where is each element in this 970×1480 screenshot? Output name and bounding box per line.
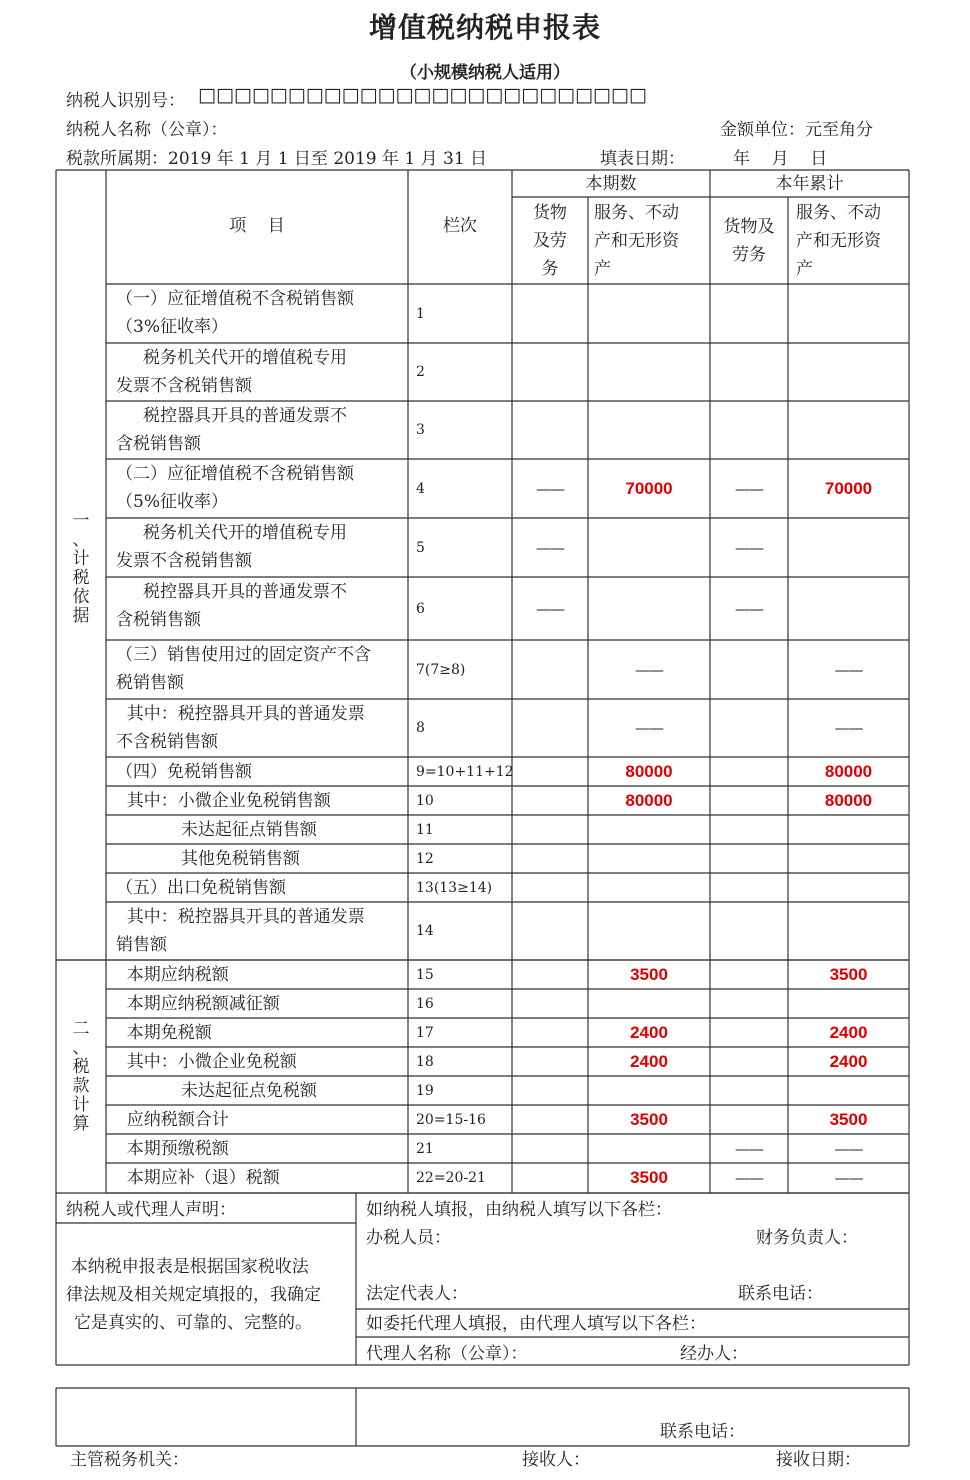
receiver-label: 接收人： (522, 1450, 590, 1470)
row-label: 未达起征点销售额 (116, 819, 317, 840)
row-cell-value[interactable] (710, 816, 788, 844)
row-label: （五）出口免税销售额 (116, 877, 286, 898)
phone-label-2: 联系电话： (660, 1422, 745, 1442)
tax-period: 税款所属期：2019 年 1 月 1 日至 2019 年 1 月 31 日 (66, 149, 488, 169)
declaration-line-1: 本纳税申报表是根据国家税收法 (60, 1257, 309, 1277)
row-cell-dash[interactable]: —— (635, 660, 663, 679)
row-label: 本期应纳税额减征额 (116, 993, 280, 1014)
row-label: 其他免税销售额 (116, 848, 300, 869)
declaration-line-3: 它是真实的、可靠的、完整的。 (74, 1313, 312, 1333)
row-cell-value[interactable] (710, 758, 788, 786)
head-goods-1b: 及劳 (533, 231, 567, 251)
row-label: 税控器具开具的普通发票不 (116, 406, 348, 426)
taxpayer-name-label: 纳税人名称（公章）： (66, 120, 228, 140)
handler-label: 经办人： (680, 1344, 748, 1364)
row-cell-value[interactable] (512, 1106, 588, 1134)
row-label: 其中：小微企业免税销售额 (116, 790, 331, 811)
row-cell-value[interactable] (710, 990, 788, 1018)
row-cell-value[interactable] (788, 816, 909, 844)
row-cell-value[interactable] (512, 787, 588, 815)
row-label-cont: 销售额 (116, 935, 167, 955)
row-label-cont: （3%征收率） (116, 317, 228, 337)
row-cell-dash[interactable]: —— (635, 719, 663, 737)
row-column-no: 7(7≥8) (416, 661, 466, 678)
row-cell-value[interactable] (710, 1077, 788, 1105)
row-cell-value[interactable]: 2400 (630, 1051, 668, 1071)
row-column-no: 18 (416, 1053, 434, 1070)
head-service-1c: 产 (594, 259, 611, 279)
row-cell-value[interactable] (512, 917, 588, 945)
row-label-cont: 含税销售额 (116, 434, 201, 454)
row-column-no: 14 (416, 923, 434, 939)
row-column-no: 15 (416, 966, 434, 983)
head-item: 项 目 (229, 216, 285, 236)
self-fill-note: 如纳税人填报，由纳税人填写以下各栏： (366, 1200, 672, 1220)
row-cell-dash[interactable]: —— (536, 479, 564, 498)
row-cell-value[interactable]: 3500 (630, 964, 668, 984)
row-cell-dash[interactable]: —— (735, 599, 763, 618)
row-cell-dash[interactable]: —— (735, 1139, 763, 1158)
row-cell-value[interactable] (512, 656, 588, 684)
row-cell-value[interactable] (710, 1048, 788, 1076)
row-column-no: 10 (416, 792, 434, 809)
row-cell-dash[interactable]: —— (834, 1169, 863, 1187)
row-column-no: 12 (416, 850, 434, 867)
head-service-2a: 服务、不动 (796, 203, 881, 223)
row-cell-value[interactable] (588, 1135, 710, 1163)
form-title: 增值税纳税申报表 (368, 11, 601, 44)
section-calc-label: 二 、 税 款 计 算 (72, 1019, 90, 1134)
row-cell-value[interactable] (512, 1077, 588, 1105)
row-cell-value[interactable] (710, 1106, 788, 1134)
row-cell-value[interactable] (710, 300, 788, 328)
row-cell-value[interactable] (710, 845, 788, 873)
row-label: 税控器具开具的普通发票不 (116, 582, 348, 602)
row-column-no: 21 (416, 1140, 434, 1157)
fill-date-label: 填表日期： (600, 149, 685, 169)
row-cell-value[interactable] (788, 874, 909, 902)
row-cell-dash[interactable]: —— (735, 1169, 763, 1187)
row-cell-dash[interactable]: —— (834, 719, 863, 737)
row-cell-dash[interactable]: —— (834, 660, 863, 679)
row-cell-value[interactable]: 3500 (829, 1109, 868, 1129)
row-cell-value[interactable] (512, 1048, 588, 1076)
agent-name-label: 代理人名称（公章）： (366, 1344, 528, 1364)
row-column-no: 17 (416, 1024, 434, 1041)
row-cell-value[interactable] (588, 1077, 710, 1105)
row-cell-value[interactable] (512, 816, 588, 844)
head-goods-1a: 货物 (533, 203, 567, 223)
row-cell-value[interactable] (588, 990, 710, 1018)
row-cell-value[interactable] (788, 917, 909, 945)
row-cell-value[interactable] (512, 758, 588, 786)
row-cell-value[interactable]: 2400 (829, 1051, 868, 1071)
row-cell-value[interactable] (588, 595, 710, 623)
row-cell-value[interactable] (588, 534, 710, 562)
row-cell-value[interactable] (588, 874, 710, 902)
row-cell-value[interactable] (512, 961, 588, 989)
row-label: 本期应补（退）税额 (116, 1168, 280, 1188)
declaration-line-2: 律法规及相关规定填报的，我确定 (66, 1285, 321, 1305)
head-year-total: 本年累计 (775, 174, 844, 194)
row-cell-value[interactable] (512, 1135, 588, 1163)
row-label: 未达起征点免税额 (116, 1080, 317, 1101)
row-cell-value[interactable] (788, 595, 909, 623)
row-cell-value[interactable] (512, 845, 588, 873)
row-cell-value[interactable] (512, 990, 588, 1018)
row-column-no: 6 (416, 600, 425, 617)
head-goods-2a: 货物及 (723, 217, 775, 237)
row-cell-value[interactable] (710, 787, 788, 815)
row-cell-value[interactable] (788, 990, 909, 1018)
row-label: （三）销售使用过的固定资产不含 (116, 645, 371, 665)
row-cell-value[interactable]: 80000 (625, 790, 673, 810)
row-cell-value[interactable] (788, 845, 909, 873)
head-column-no: 栏次 (443, 216, 477, 236)
row-cell-value[interactable] (588, 300, 710, 328)
row-column-no: 11 (416, 821, 434, 838)
row-label: 其中：税控器具开具的普通发票 (116, 704, 365, 724)
row-cell-value[interactable] (710, 874, 788, 902)
row-cell-dash[interactable]: —— (834, 1139, 863, 1158)
row-cell-value[interactable]: 80000 (625, 761, 673, 781)
row-cell-value[interactable] (710, 961, 788, 989)
row-cell-value[interactable]: 80000 (824, 761, 873, 781)
row-column-no: 13(13≥14) (416, 879, 493, 896)
row-column-no: 8 (416, 720, 425, 736)
tax-authority-label: 主管税务机关： (70, 1450, 189, 1470)
row-label: （四）免税销售额 (116, 761, 252, 782)
row-cell-value[interactable] (788, 416, 909, 444)
taxpayer-id-label: 纳税人识别号： (66, 91, 185, 111)
row-cell-dash[interactable]: —— (536, 538, 564, 557)
row-cell-value[interactable] (512, 1019, 588, 1047)
row-label: 税务机关代开的增值税专用 (116, 523, 348, 543)
tax-officer-label: 办税人员： (366, 1228, 451, 1248)
head-service-2b: 产和无形资 (796, 231, 881, 251)
declaration-title: 纳税人或代理人声明： (66, 1200, 236, 1220)
row-cell-value[interactable] (710, 917, 788, 945)
amount-unit: 金额单位：元至角分 (720, 120, 873, 140)
row-column-no: 16 (416, 995, 434, 1012)
row-label: 其中：小微企业免税额 (116, 1051, 297, 1072)
row-cell-value[interactable]: 3500 (630, 1168, 668, 1187)
row-column-no: 3 (416, 422, 425, 438)
row-cell-value[interactable] (512, 1164, 588, 1192)
taxpayer-id-boxes[interactable]: □□□□□□□□□□□□□□□□□□□□□□□□□ (198, 84, 647, 106)
row-label-cont: 含税销售额 (116, 610, 201, 630)
row-column-no: 1 (416, 305, 425, 322)
row-column-no: 4 (416, 480, 425, 497)
row-label: 税务机关代开的增值税专用 (116, 348, 348, 368)
row-column-no: 5 (416, 539, 425, 556)
row-cell-value[interactable] (588, 416, 710, 444)
row-cell-dash[interactable]: —— (735, 538, 763, 557)
fill-date-blank[interactable]: 年 月 日 (733, 149, 828, 169)
row-column-no: 22=20-21 (416, 1170, 486, 1186)
row-label: （二）应征增值税不含税销售额 (116, 464, 354, 484)
head-service-1b: 产和无形资 (594, 231, 679, 251)
row-cell-value[interactable] (588, 358, 710, 386)
row-cell-value[interactable]: 80000 (824, 790, 873, 810)
row-cell-value[interactable] (788, 300, 909, 328)
head-current-period: 本期数 (585, 174, 637, 194)
phone-label: 联系电话： (738, 1284, 823, 1304)
agent-fill-note: 如委托代理人填报，由代理人填写以下各栏： (366, 1314, 706, 1334)
row-cell-value[interactable] (788, 1077, 909, 1105)
row-label-cont: 税销售额 (116, 673, 184, 693)
receive-date-label: 接收日期： (776, 1450, 861, 1470)
row-cell-value[interactable] (512, 714, 588, 742)
head-goods-2b: 劳务 (732, 245, 766, 265)
row-column-no: 9=10+11+12 (416, 763, 514, 780)
row-label-cont: 发票不含税销售额 (116, 551, 252, 571)
row-label: 本期应纳税额 (116, 964, 229, 985)
row-cell-value[interactable]: 70000 (824, 478, 873, 498)
row-column-no: 2 (416, 364, 425, 380)
row-cell-value[interactable]: 3500 (829, 964, 868, 984)
row-cell-value[interactable] (512, 358, 588, 386)
legal-rep-label: 法定代表人： (366, 1284, 468, 1304)
row-cell-value[interactable] (710, 714, 788, 742)
row-column-no: 20=15-16 (416, 1111, 486, 1128)
row-cell-value[interactable] (588, 816, 710, 844)
head-service-2c: 产 (796, 259, 813, 279)
row-cell-value[interactable]: 2400 (829, 1022, 868, 1042)
row-label: 本期预缴税额 (116, 1138, 229, 1159)
row-cell-dash[interactable]: —— (536, 599, 564, 618)
row-cell-value[interactable] (512, 300, 588, 328)
row-column-no: 19 (416, 1082, 434, 1099)
row-cell-value[interactable] (588, 845, 710, 873)
row-cell-value[interactable]: 70000 (625, 478, 673, 498)
row-cell-dash[interactable]: —— (735, 479, 763, 498)
row-cell-value[interactable]: 2400 (630, 1022, 668, 1042)
row-cell-value[interactable] (512, 416, 588, 444)
row-label-cont: 发票不含税销售额 (116, 376, 252, 396)
row-label: （一）应征增值税不含税销售额 (116, 289, 354, 309)
row-label-cont: 不含税销售额 (116, 732, 218, 752)
row-cell-value[interactable] (588, 917, 710, 945)
row-cell-value[interactable] (710, 1019, 788, 1047)
row-cell-value[interactable] (788, 358, 909, 386)
row-label: 应纳税额合计 (116, 1109, 229, 1130)
row-cell-value[interactable] (710, 416, 788, 444)
row-cell-value[interactable] (710, 656, 788, 684)
row-cell-value[interactable] (512, 874, 588, 902)
row-cell-value[interactable]: 3500 (630, 1109, 668, 1129)
row-cell-value[interactable] (788, 534, 909, 562)
row-label: 本期免税额 (116, 1022, 212, 1043)
row-cell-value[interactable] (710, 358, 788, 386)
form-subtitle: （小规模纳税人适用） (400, 63, 570, 83)
row-label-cont: （5%征收率） (116, 492, 228, 512)
row-label: 其中：税控器具开具的普通发票 (116, 907, 365, 927)
section-basis-label: 一 、 计 税 依 据 (72, 511, 90, 626)
finance-head-label: 财务负责人： (756, 1228, 858, 1248)
head-goods-1c: 务 (541, 259, 559, 279)
head-service-1a: 服务、不动 (594, 203, 679, 223)
